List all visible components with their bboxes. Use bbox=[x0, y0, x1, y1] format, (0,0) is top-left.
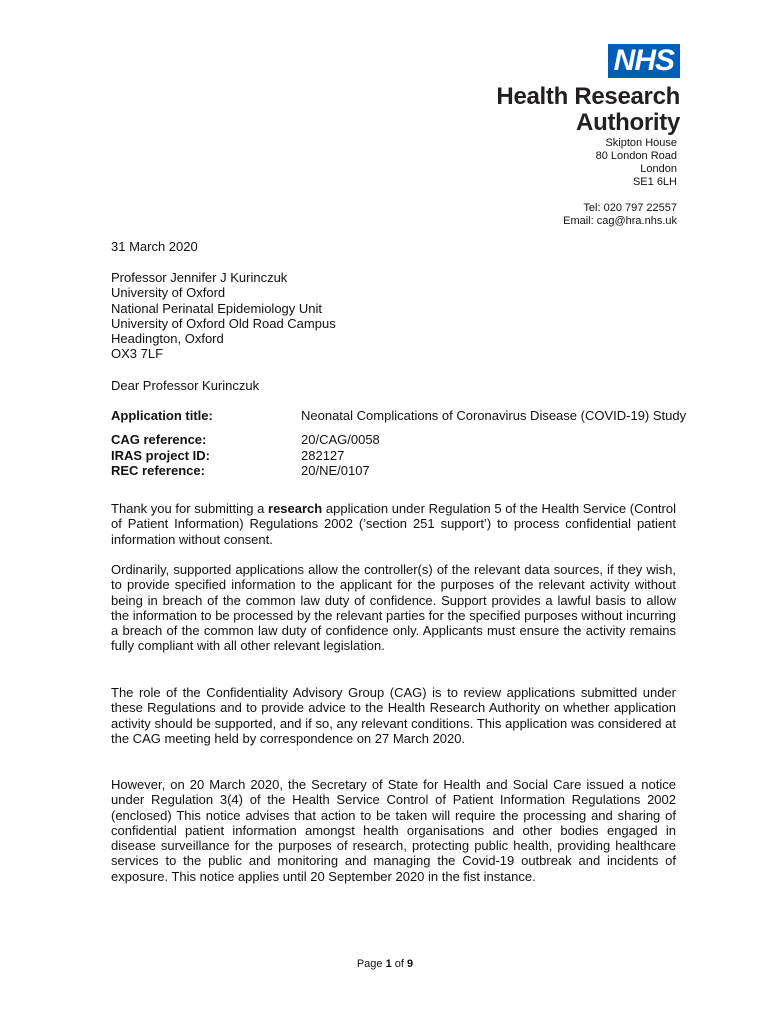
iras-project-id-value: 282127 bbox=[301, 447, 345, 463]
recipient-line: National Perinatal Epidemiology Unit bbox=[111, 300, 323, 316]
reference-row bbox=[111, 408, 701, 423]
telephone: Tel: 020 797 22557 bbox=[583, 202, 677, 214]
address-line: 80 London Road bbox=[595, 150, 677, 162]
rec-reference-value: 20/NE/0107 bbox=[301, 462, 370, 478]
reference-table bbox=[111, 408, 701, 478]
recipient-line: Professor Jennifer J Kurinczuk bbox=[111, 270, 288, 285]
organisation-name bbox=[496, 84, 680, 136]
email-address: Email: cag@hra.nhs.uk bbox=[563, 215, 677, 227]
paragraph-intro: Thank you for submitting a research application under Regulation 5 of the Health Service (Control of Patient Information) Regulations 2002 (’section 251 support’) to process confidential patient information without consent. bbox=[111, 501, 676, 547]
address-line: London bbox=[640, 163, 677, 175]
recipient-line: OX3 7LF bbox=[111, 346, 164, 362]
cag-reference-label: CAG reference: bbox=[111, 432, 207, 448]
organisation-name-line2: Authority bbox=[576, 109, 680, 136]
page-footer: Page 1 of 9 bbox=[356, 958, 414, 970]
reference-row bbox=[111, 463, 701, 478]
hra-logo bbox=[496, 44, 680, 136]
salutation: Dear Professor Kurinczuk bbox=[111, 378, 260, 393]
research-emphasis: research bbox=[268, 501, 323, 516]
page-total: 9 bbox=[407, 958, 414, 970]
recipient-line: University of Oxford Old Road Campus bbox=[111, 315, 336, 331]
iras-project-id-label: IRAS project ID: bbox=[111, 447, 210, 463]
sender-address bbox=[563, 137, 677, 228]
rec-reference-label: REC reference: bbox=[111, 462, 205, 478]
reference-row bbox=[111, 432, 701, 447]
paragraph-cag-role: The role of the Confidentiality Advisory Group (CAG) is to review applications submitted under these Regulations and to provide advice to the Health Research Authority on whether application activity should be supported, and if so, any relevant conditions. This application was considered at the CAG meeting held by correspondence on 27 March 2020. bbox=[111, 685, 676, 746]
application-title-value: Neonatal Complications of Coronavirus Disease (COVID-19) Study bbox=[301, 408, 687, 423]
paragraph-notice: However, on 20 March 2020, the Secretary of State for Health and Social Care issued a notice under Regulation 3(4) of the Health Service Control of Patient Information Regulations 2002 (enclosed) This notice advises that action to be taken will require the processing and sharing of confidential patient information amongst health organisations and other bodies engaged in disease surveillance for the purposes of research, protecting public health, providing healthcare services to the public and monitoring and managing the Covid-19 outbreak and incidents of exposure. This notice applies until 20 September 2020 in the fist instance. bbox=[111, 777, 676, 884]
cag-reference-value: 20/CAG/0058 bbox=[301, 432, 380, 448]
recipient-line: University of Oxford bbox=[111, 285, 226, 301]
page-number: 1 bbox=[385, 958, 392, 970]
recipient-line: Headington, Oxford bbox=[111, 331, 224, 347]
application-title-label: Application title: bbox=[111, 408, 213, 423]
nhs-logo: NHS bbox=[608, 44, 680, 78]
address-line: Skipton House bbox=[605, 137, 677, 149]
reference-row bbox=[111, 448, 701, 463]
paragraph-support: Ordinarily, supported applications allow the controller(s) of the relevant data sources, if they wish, to provide specified information to the applicant for the purposes of the relevant activity without being in breach of the common law duty of confidence. Support provides a lawful basis to allow the information to be processed by the relevant parties for the specified purposes without incurring a breach of the common law duty of confidence only. Applicants must ensure the activity remains fully compliant with all other relevant legislation. bbox=[111, 562, 676, 654]
address-line: SE1 6LH bbox=[632, 176, 677, 188]
recipient-address bbox=[111, 270, 675, 362]
organisation-name-line1: Health Research bbox=[496, 83, 680, 110]
letter-date: 31 March 2020 bbox=[111, 239, 198, 254]
